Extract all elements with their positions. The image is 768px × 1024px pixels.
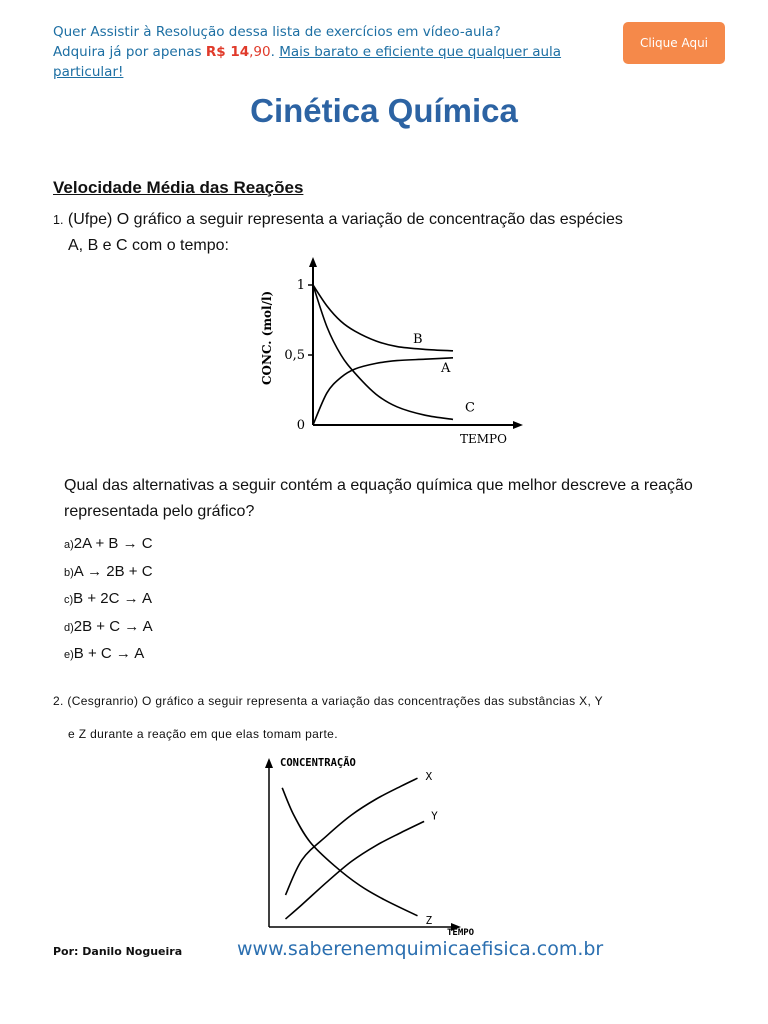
chart1-tick-label: 1 <box>296 278 305 293</box>
chart1-series-label-B: B <box>413 331 423 347</box>
promo-line1: Quer Assistir à Resolução dessa lista de exercícios em vídeo-aula? <box>53 24 501 40</box>
chart1-series-label-C: C <box>465 400 475 416</box>
chart1-series-C <box>313 285 453 419</box>
chart1-xlabel: TEMPO <box>460 432 507 446</box>
promo-price: R$ 14 <box>205 44 250 60</box>
chart1-series-label-A: A <box>441 360 451 376</box>
promo-link[interactable]: Mais barato e eficiente que qualquer aula particular! <box>53 44 562 80</box>
question-1 <box>53 207 713 259</box>
footer-author: Por: Danilo Nogueira <box>53 945 183 958</box>
chart1-tick-label: 0,5 <box>284 348 305 363</box>
chart2-axes <box>265 758 461 931</box>
question-1-text-line2: A, B e C com o tempo: <box>68 237 229 254</box>
chart1-ylabel: CONC. (mol/l) <box>260 290 274 385</box>
section-title: Velocidade Média das Reações <box>53 178 304 197</box>
chart1-tick-label: 0 <box>296 418 305 433</box>
promo-period: . <box>270 44 280 60</box>
option-d[interactable]: d)2B + C → A <box>64 617 153 635</box>
promo-price-cents: ,90 <box>249 44 271 60</box>
option-c[interactable]: c)B + 2C → A <box>64 590 152 607</box>
chart2-xlabel: TEMPO <box>447 928 475 937</box>
chart2-series-label-X: X <box>425 770 433 784</box>
chart2-series-Z <box>282 788 417 916</box>
question-1-options <box>64 531 153 669</box>
chart-concentration-abc <box>255 255 525 450</box>
option-e[interactable]: e)B + C → A <box>64 645 145 662</box>
option-a[interactable]: a)2A + B → C <box>64 535 153 552</box>
chart-concentration-xyz <box>255 752 495 937</box>
option-b[interactable]: b)A → 2B + C <box>64 562 153 580</box>
question-2-text: (Cesgranrio) O gráfico a seguir representa a variação das concentrações das substâncias X, Y <box>67 694 603 708</box>
chart2-series-label-Y: Y <box>431 809 438 823</box>
question-2 <box>53 694 723 741</box>
page-title: Cinética Química <box>250 92 518 129</box>
promo-prefix: Adquira já por apenas <box>53 44 206 60</box>
question-1-number: 1. <box>53 213 64 227</box>
question-2-text-line2: e Z durante a reação em que elas tomam parte. <box>68 727 338 741</box>
chart2-series-label-Z: Z <box>425 913 433 927</box>
promo-banner <box>53 22 613 82</box>
question-1-ask: Qual das alternativas a seguir contém a equação química que melhor descreve a reação representada pelo gráfico? <box>64 477 693 520</box>
question-2-number: 2. <box>53 694 64 708</box>
chart2-ylabel: CONCENTRAÇÃO <box>280 757 356 769</box>
cta-button[interactable]: Clique Aqui <box>623 22 725 64</box>
footer-site-link[interactable]: www.saberenemquimicaefisica.com.br <box>237 938 604 960</box>
chart1-series-A <box>313 358 453 425</box>
question-1-text: (Ufpe) O gráfico a seguir representa a variação de concentração das espécies <box>67 211 623 228</box>
